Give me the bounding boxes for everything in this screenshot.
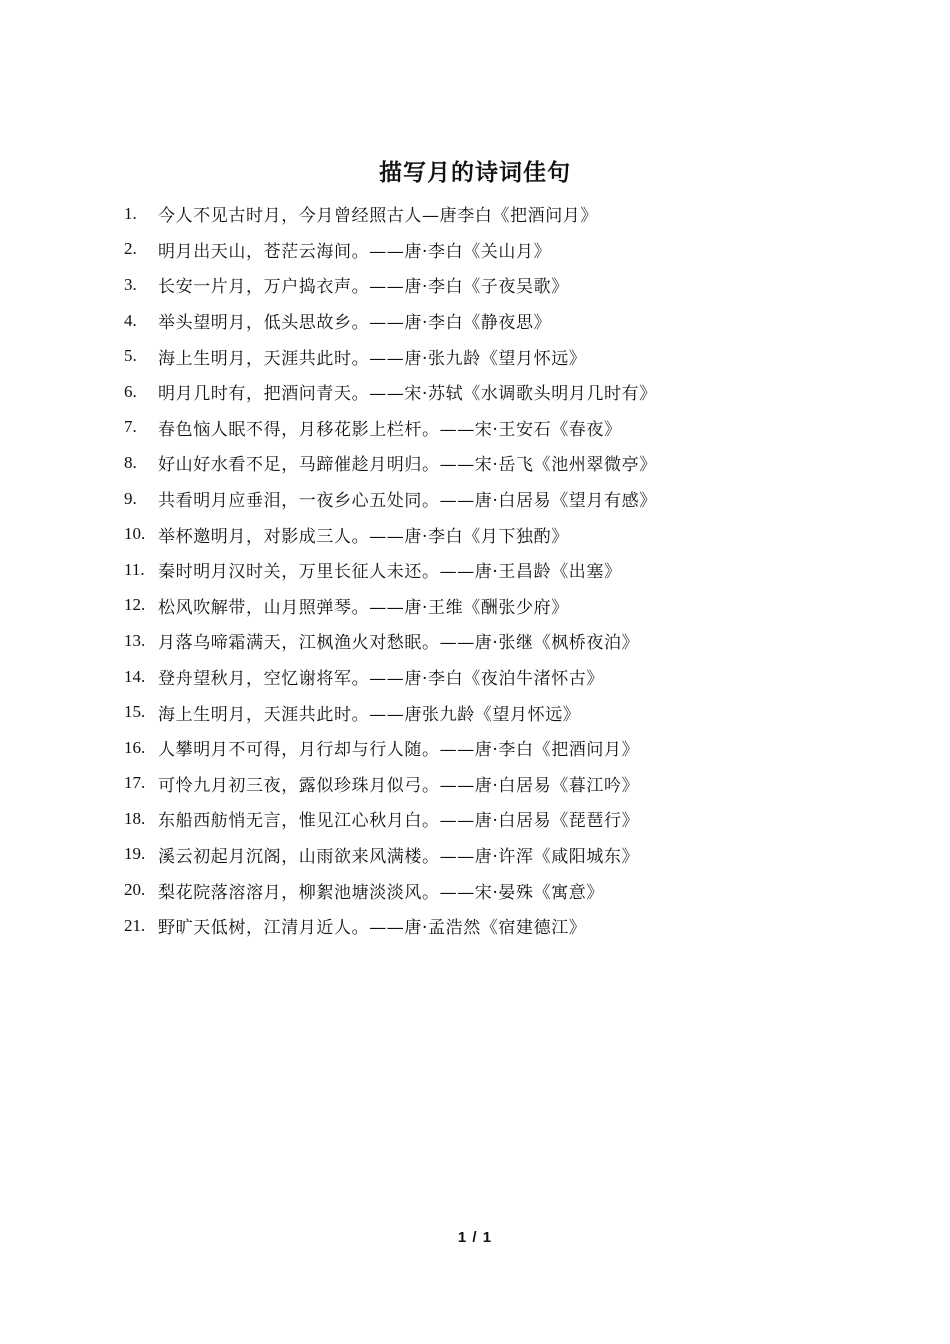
item-number: 10. xyxy=(124,524,146,544)
poem-list xyxy=(124,196,824,943)
list-item xyxy=(124,552,824,588)
item-number: 11. xyxy=(124,559,145,579)
item-text: 共看明月应垂泪，一夜乡心五处同。——唐·白居易《望月有感》 xyxy=(158,491,657,512)
list-item xyxy=(124,908,824,944)
item-number: 21. xyxy=(124,915,146,935)
document-title: 描写月的诗词佳句 xyxy=(379,160,571,186)
item-number: 20. xyxy=(124,880,146,900)
item-text: 可怜九月初三夜，露似珍珠月似弓。——唐·白居易《暮江吟》 xyxy=(158,775,640,796)
item-text: 今人不见古时月，今月曾经照古人—唐李白《把酒问月》 xyxy=(158,206,598,227)
list-item xyxy=(124,445,824,481)
item-number: 15. xyxy=(124,702,146,722)
item-number: 13. xyxy=(124,630,146,650)
list-item xyxy=(124,303,824,339)
list-item xyxy=(124,267,824,303)
item-number: 19. xyxy=(124,844,146,864)
list-item xyxy=(124,766,824,802)
list-item xyxy=(124,374,824,410)
item-text: 海上生明月，天涯共此时。——唐张九龄《望月怀远》 xyxy=(158,704,581,725)
item-number: 8. xyxy=(124,452,137,472)
item-text: 好山好水看不足，马蹄催趁月明归。——宋·岳飞《池州翠微亭》 xyxy=(158,455,657,476)
item-text: 溪云初起月沉阁，山雨欲来风满楼。——唐·许浑《咸阳城东》 xyxy=(158,846,640,867)
item-number: 3. xyxy=(124,274,137,294)
item-number: 18. xyxy=(124,808,146,828)
item-number: 7. xyxy=(124,417,137,437)
item-text: 野旷天低树，江清月近人。——唐·孟浩然《宿建德江》 xyxy=(158,918,587,939)
item-text: 人攀明月不可得，月行却与行人随。——唐·李白《把酒问月》 xyxy=(158,740,640,761)
item-text: 长安一片月，万户捣衣声。——唐·李白《子夜吴歌》 xyxy=(158,277,569,298)
list-item xyxy=(124,837,824,873)
list-item xyxy=(124,623,824,659)
item-text: 举杯邀明月，对影成三人。——唐·李白《月下独酌》 xyxy=(158,526,569,547)
item-text: 明月出天山，苍茫云海间。——唐·李白《关山月》 xyxy=(158,241,552,262)
item-text: 梨花院落溶溶月，柳絮池塘淡淡风。——宋·晏殊《寓意》 xyxy=(158,882,605,903)
list-item xyxy=(124,694,824,730)
item-text: 东船西舫悄无言，惟见江心秋月白。——唐·白居易《琵琶行》 xyxy=(158,811,640,832)
list-item xyxy=(124,730,824,766)
item-text: 明月几时有，把酒问青天。——宋·苏轼《水调歌头明月几时有》 xyxy=(158,384,657,405)
list-item xyxy=(124,338,824,374)
item-number: 14. xyxy=(124,666,146,686)
item-number: 4. xyxy=(124,310,137,330)
list-item xyxy=(124,481,824,517)
item-text: 松风吹解带，山月照弹琴。——唐·王维《酬张少府》 xyxy=(158,597,569,618)
item-text: 秦时明月汉时关，万里长征人未还。——唐·王昌龄《出塞》 xyxy=(158,562,622,583)
list-item xyxy=(124,801,824,837)
item-number: 12. xyxy=(124,595,146,615)
list-item xyxy=(124,232,824,268)
item-number: 1. xyxy=(124,203,137,223)
item-number: 9. xyxy=(124,488,137,508)
list-item xyxy=(124,516,824,552)
item-number: 5. xyxy=(124,346,137,366)
list-item xyxy=(124,410,824,446)
item-text: 海上生明月，天涯共此时。——唐·张九龄《望月怀远》 xyxy=(158,348,587,369)
list-item xyxy=(124,659,824,695)
item-text: 春色恼人眠不得，月移花影上栏杆。——宋·王安石《春夜》 xyxy=(158,419,622,440)
page-number: 1 / 1 xyxy=(457,1229,493,1246)
item-number: 6. xyxy=(124,381,137,401)
item-number: 17. xyxy=(124,773,146,793)
list-item xyxy=(124,196,824,232)
item-text: 举头望明月，低头思故乡。——唐·李白《静夜思》 xyxy=(158,313,552,334)
item-number: 2. xyxy=(124,239,137,259)
list-item xyxy=(124,872,824,908)
list-item xyxy=(124,588,824,624)
item-text: 登舟望秋月，空忆谢将军。——唐·李白《夜泊牛渚怀古》 xyxy=(158,669,605,690)
item-number: 16. xyxy=(124,737,146,757)
item-text: 月落乌啼霜满天，江枫渔火对愁眠。——唐·张继《枫桥夜泊》 xyxy=(158,633,640,654)
